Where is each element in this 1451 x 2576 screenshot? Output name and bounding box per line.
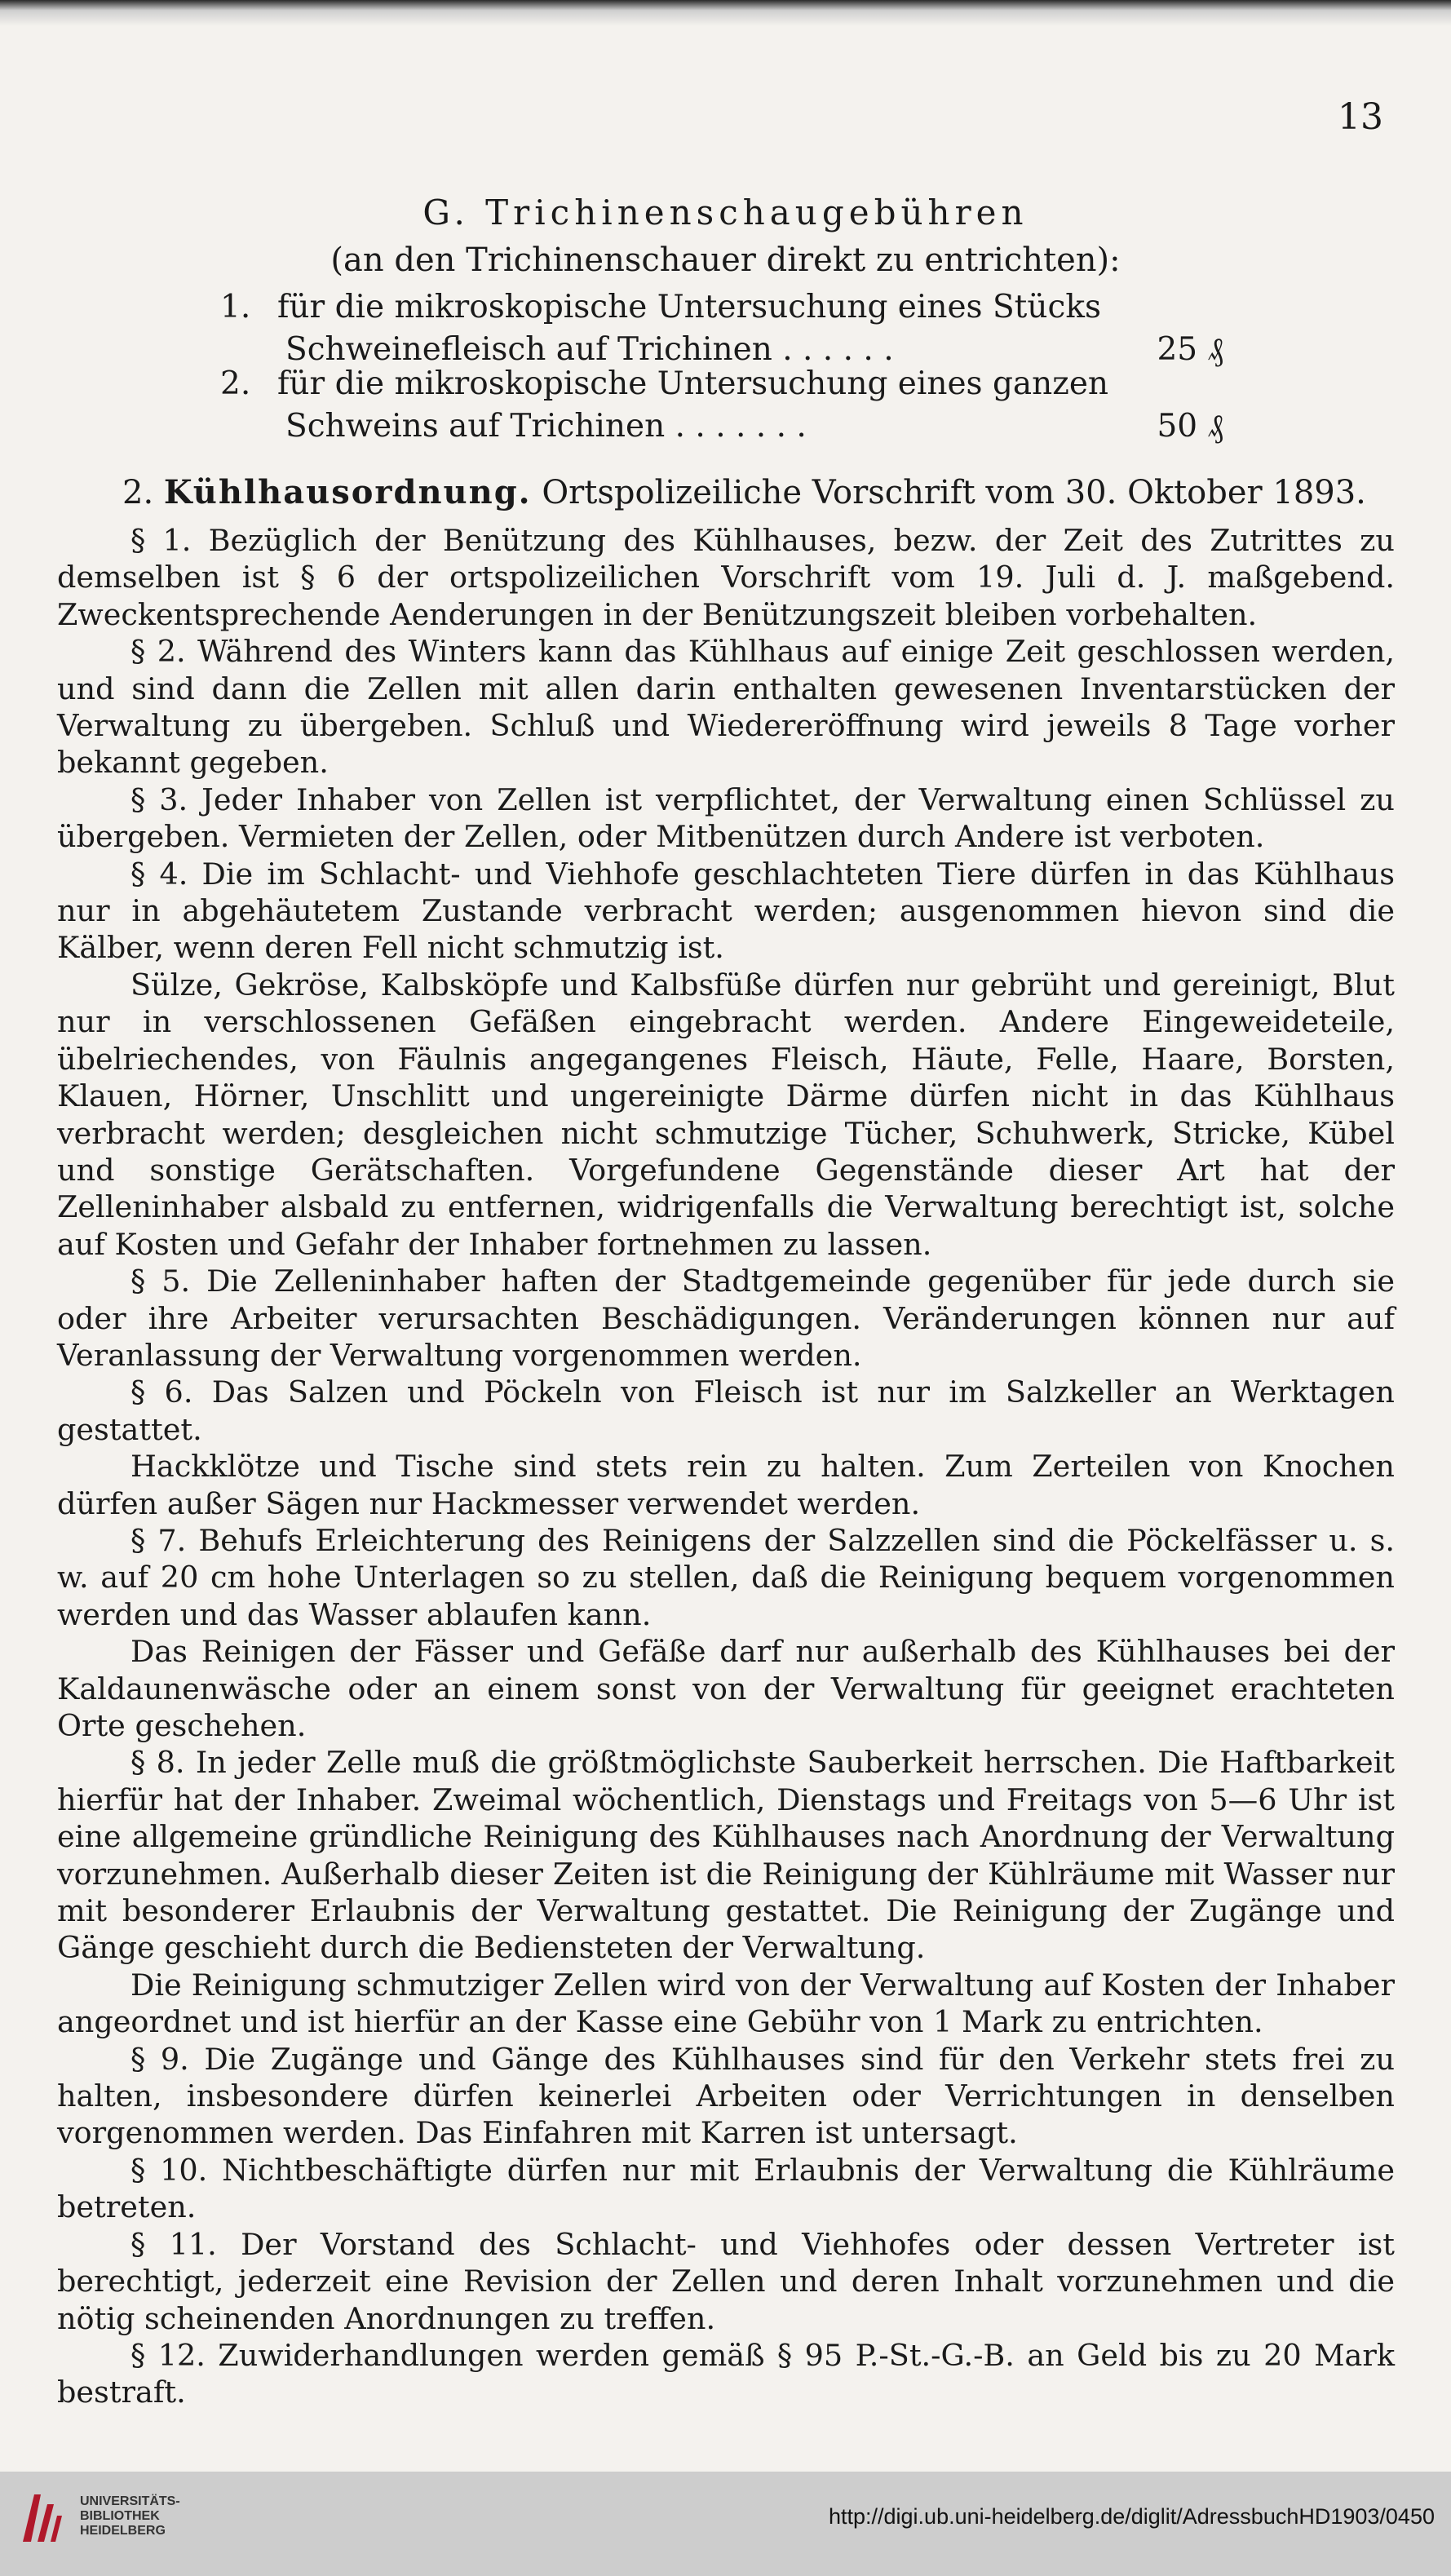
regulation-number: 2.	[122, 474, 154, 511]
paragraph: § 1. Bezüglich der Benützung des Kühlhauses, bezw. der Zeit des Zutrittes zu demselben ist § 6 der ortspolizeilichen Vorschrift vom 19. Juli d. J. maßgebend. Zweckentsprechende Aenderungen in der Benützungszeit bleiben vorbehalten.	[57, 523, 1395, 632]
paragraph: § 4. Die im Schlacht- und Viehhofe geschlachteten Tiere dürfen in das Kühlhaus nur in abgehäutetem Zustande verbracht werden; ausgenommen hievon sind die Kälber, wenn deren Fell nicht schmutzig ist.	[57, 856, 1395, 966]
fee-price: 25 ₰	[1157, 331, 1223, 368]
regulation-subtitle: Ortspolizeiliche Vorschrift vom 30. Oktober 1893.	[542, 474, 1366, 511]
fee-description: für die mikroskopische Untersuchung eines Stücks	[277, 289, 1101, 325]
fee-number: 1.	[220, 289, 251, 325]
paragraph: Das Reinigen der Fässer und Gefäße darf nur außerhalb des Kühlhauses bei der Kaldaunenwäsche oder an einem sonst von der Verwaltung für geeignet erachteten Orte geschehen.	[57, 1634, 1395, 1743]
university-logo-icon	[18, 2490, 64, 2547]
fee-number: 2.	[220, 365, 251, 402]
paragraph: § 5. Die Zelleninhaber haften der Stadtgemeinde gegenüber für jede durch sie oder ihre Arbeiter verursachten Beschädigungen. Veränderungen können nur auf Veranlassung der Verwaltung vorgenommen werden.	[57, 1264, 1395, 1373]
paragraph: § 11. Der Vorstand des Schlacht- und Viehhofes oder dessen Vertreter ist berechtigt, jederzeit eine Revision der Zellen und deren Inhalt vorzunehmen und die nötig scheinenden Anordnungen zu treffen.	[57, 2226, 1395, 2336]
source-url-link[interactable]: http://digi.ub.uni-heidelberg.de/diglit/AdressbuchHD1903/0450	[828, 2504, 1435, 2529]
scan-edge	[0, 0, 1451, 26]
regulation-body	[57, 522, 1395, 2411]
fee-description-cont: Schweins auf Trichinen . . . . . . .	[285, 408, 807, 445]
paragraph: Hackklötze und Tische sind stets rein zu halten. Zum Zerteilen von Knochen dürfen außer Sägen nur Hackmesser verwendet werden.	[57, 1449, 1395, 1521]
paragraph: § 7. Behufs Erleichterung des Reinigens der Salzzellen sind die Pöckelfässer u. s. w. auf 20 cm hohe Unterlagen so zu stellen, daß die Reinigung bequem vorgenommen werden und das Wasser ablaufen kann.	[57, 1522, 1395, 1632]
section-title: G. Trichinenschaugebühren	[422, 193, 1029, 232]
paragraph: Sülze, Gekröse, Kalbsköpfe und Kalbsfüße dürfen nur gebrüht und gereinigt, Blut nur in verschlossenen Gefäßen eingebracht werden. Andere Eingeweideteile, übelriechendes, von Fäulnis angegangenes Fleisch, Häute, Felle, Haare, Borsten, Klauen, Hörner, Unschlitt und ungereinigte Därme dürfen nicht in das Kühlhaus verbracht werden; desgleichen nicht schmutzige Tücher, Schuhwerk, Stricke, Kübel und sonstige Gerätschaften. Vorgefundene Gegenstände dieser Art hat der Zelleninhaber alsbald zu entfernen, widrigenfalls die Verwaltung berechtigt ist, solche auf Kosten und Gefahr der Inhaber fortnehmen zu lassen.	[57, 967, 1395, 1262]
library-name: UNIVERSITÄTS- BIBLIOTHEK HEIDELBERG	[80, 2494, 180, 2538]
fee-description: für die mikroskopische Untersuchung eines ganzen	[277, 365, 1109, 402]
paragraph: Die Reinigung schmutziger Zellen wird von der Verwaltung auf Kosten der Inhaber angeordnet und ist hierfür an der Kasse eine Gebühr von 1 Mark zu entrichten.	[57, 1967, 1395, 2040]
paragraph: § 12. Zuwiderhandlungen werden gemäß § 95 P.-St.-G.-B. an Geld bis zu 20 Mark bestraft.	[57, 2337, 1395, 2410]
regulation-title: Kühlhausordnung.	[163, 473, 532, 511]
fee-price: 50 ₰	[1157, 408, 1223, 445]
paragraph: § 6. Das Salzen und Pöckeln von Fleisch ist nur im Salzkeller an Werktagen gestattet.	[57, 1374, 1395, 1447]
page-number: 13	[1338, 96, 1383, 138]
regulation-heading	[122, 473, 1366, 511]
fee-description-cont: Schweinefleisch auf Trichinen . . . . . .	[285, 331, 894, 368]
footer-bar	[0, 2472, 1451, 2576]
paragraph: § 9. Die Zugänge und Gänge des Kühlhauses sind für den Verkehr stets frei zu halten, insbesondere dürfen keinerlei Arbeiten oder Verrichtungen in denselben vorgenommen werden. Das Einfahren mit Karren ist untersagt.	[57, 2041, 1395, 2151]
paragraph: § 10. Nichtbeschäftigte dürfen nur mit Erlaubnis der Verwaltung die Kühlräume betreten.	[57, 2152, 1395, 2225]
fee-item	[220, 365, 1223, 450]
paragraph: § 8. In jeder Zelle muß die größtmöglichste Sauberkeit herrschen. Die Haftbarkeit hierfür hat der Inhaber. Zweimal wöchentlich, Dienstags und Freitags von 5—6 Uhr ist eine allgemeine gründliche Reinigung des Kühlhauses nach Anordnung der Verwaltung vorzunehmen. Außerhalb dieser Zeiten ist die Reinigung der Kühlräume mit Wasser nur mit besonderer Erlaubnis der Verwaltung gestattet. Die Reinigung der Zugänge und Gänge geschieht durch die Bediensteten der Verwaltung.	[57, 1745, 1395, 1966]
section-subtitle: (an den Trichinenschauer direkt zu entrichten):	[330, 241, 1121, 279]
fee-item	[220, 289, 1223, 374]
paragraph: § 3. Jeder Inhaber von Zellen ist verpflichtet, der Verwaltung einen Schlüssel zu übergeben. Vermieten der Zellen, oder Mitbenützen durch Andere ist verboten.	[57, 781, 1395, 855]
paragraph: § 2. Während des Winters kann das Kühlhaus auf einige Zeit geschlossen werden, und sind dann die Zellen mit allen darin enthalten gewesenen Inventarstücken der Verwaltung zu übergeben. Schluß und Wiedereröffnung wird jeweils 8 Tage vorher bekannt gegeben.	[57, 634, 1395, 781]
